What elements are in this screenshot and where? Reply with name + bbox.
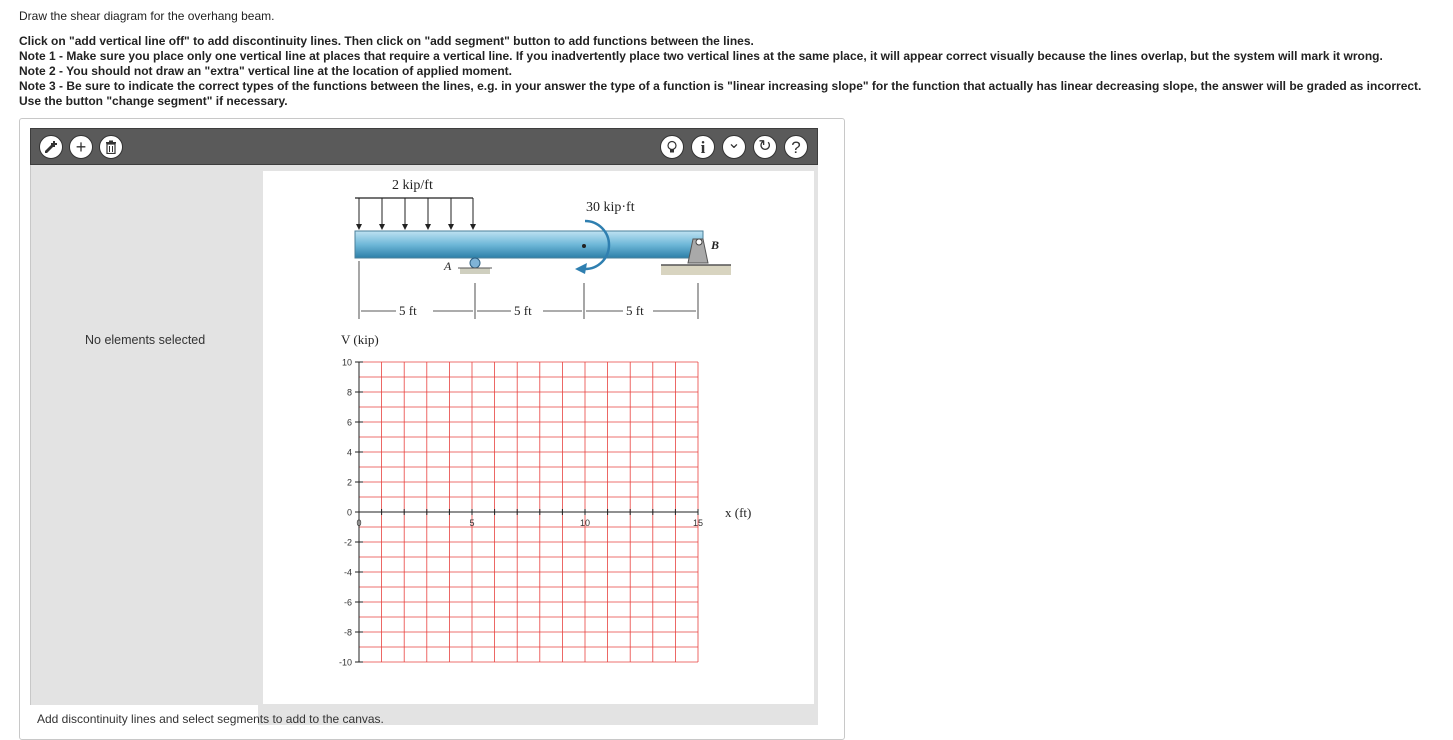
load-label: 2 kip/ft — [392, 178, 433, 193]
note-3: Note 3 - Be sure to indicate the correct types of the functions between the lines, e.g. in your answer the type of a function is "linear increasing slope" for the function that actually has linear decreasing slope, the answer will be graded as incorrect. — [19, 79, 1422, 93]
y-tick-label: 0 — [346, 507, 352, 518]
question-text — [19, 9, 1421, 109]
y-axis-label: V (kip) — [341, 332, 379, 347]
dimension-1: 5 ft — [399, 303, 417, 318]
instruction-line: Click on "add vertical line off" to add discontinuity lines. Then click on "add segment" button to add functions between the lines. — [19, 34, 754, 48]
y-tick-label: -6 — [343, 597, 352, 608]
y-tick-label: 8 — [346, 387, 352, 398]
support-a — [458, 258, 492, 274]
change-segment-note: Use the button "change segment" if necessary. — [19, 94, 288, 108]
refresh-icon: ↻ — [758, 138, 772, 155]
y-tick-label: -2 — [343, 537, 352, 548]
y-tick-label: -10 — [338, 657, 352, 668]
properties-sidebar — [30, 165, 259, 705]
x-axis-label: x (ft) — [725, 505, 752, 520]
moment-label: 30 kip·ft — [586, 200, 635, 215]
add-vertical-line-button[interactable] — [39, 135, 63, 159]
add-segment-button[interactable] — [69, 135, 93, 159]
pencil-plus-icon — [43, 139, 59, 155]
x-tick-label: 5 — [469, 518, 475, 528]
x-tick-label: 0 — [356, 518, 362, 528]
support-a-label: A — [444, 259, 452, 273]
beam — [355, 231, 703, 258]
dimension-3: 5 ft — [626, 303, 644, 318]
y-tick-label: -4 — [343, 567, 352, 578]
x-tick-label: 10 — [579, 518, 591, 528]
question-title: Draw the shear diagram for the overhang beam. — [19, 9, 275, 23]
delete-button[interactable] — [99, 135, 123, 159]
chevron-down-icon: ⌄ — [727, 135, 741, 152]
trash-icon — [104, 140, 118, 154]
status-message: Add discontinuity lines and select segments to add to the canvas. — [37, 712, 384, 726]
y-tick-label: 6 — [346, 417, 352, 428]
drawing-canvas[interactable] — [263, 171, 814, 704]
selection-status: No elements selected — [85, 333, 206, 347]
distributed-load — [355, 198, 476, 230]
y-tick-label: 4 — [346, 447, 352, 458]
y-tick-label: 2 — [346, 477, 352, 488]
beam-and-diagram — [263, 171, 814, 704]
reset-button[interactable] — [753, 135, 777, 159]
expand-button[interactable] — [722, 135, 746, 159]
shear-diagram-widget — [19, 118, 845, 740]
support-b-label: B — [711, 238, 720, 252]
info-button[interactable] — [691, 135, 715, 159]
y-tick-label: 10 — [341, 357, 352, 368]
note-1: Note 1 - Make sure you place only one vertical line at places that require a vertical line. If you inadvertently place two vertical lines at the same place, it will appear correct visually because the lines overlap, but the system will mark it wrong. — [19, 49, 1383, 63]
question-icon: ? — [791, 137, 801, 157]
dimension-2: 5 ft — [514, 303, 532, 318]
axes — [339, 358, 703, 668]
info-icon: i — [700, 137, 706, 157]
toolbar — [30, 128, 818, 165]
help-button[interactable] — [784, 135, 808, 159]
hint-button[interactable] — [660, 135, 684, 159]
lightbulb-icon — [665, 140, 679, 154]
note-2: Note 2 - You should not draw an "extra" vertical line at the location of applied moment. — [19, 64, 513, 78]
y-tick-label: -8 — [343, 627, 352, 638]
canvas-area — [258, 165, 818, 725]
plus-icon: + — [75, 137, 87, 157]
x-tick-label: 15 — [692, 518, 704, 528]
